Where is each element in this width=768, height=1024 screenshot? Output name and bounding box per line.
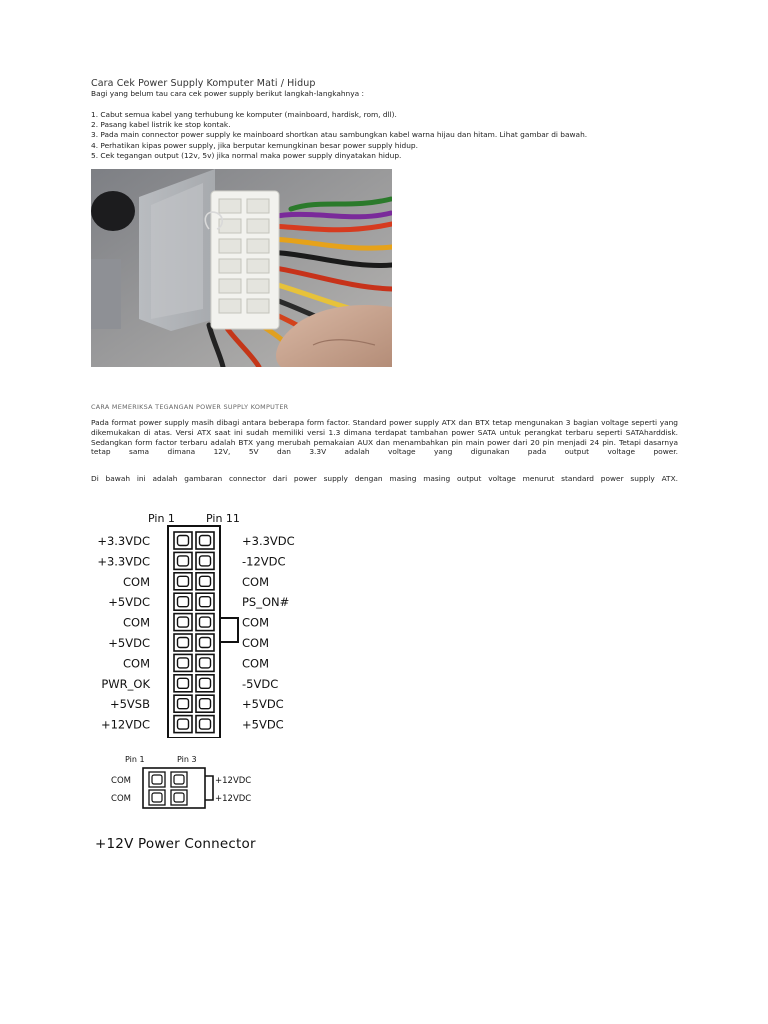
connector-pin: [196, 695, 214, 712]
right-pin-label: -12VDC: [242, 554, 286, 569]
right-pin-label: +5VDC: [242, 717, 284, 732]
right-pin-label: +5VDC: [242, 697, 284, 712]
power-supply-photo: [91, 169, 392, 367]
right-pin-label: +3.3VDC: [242, 534, 295, 548]
right-pin-label: COM: [242, 656, 270, 671]
left-pin-label: +12VDC: [100, 717, 150, 732]
right-pin-label: COM: [242, 574, 270, 589]
left-pin-label: COM: [122, 574, 150, 589]
connector-pin: [196, 552, 214, 569]
paragraph-1: Pada format power supply masih dibagi antara beberapa form factor. Standard power supply ATX dan BTX tetap mengunakan 3 bagian voltage seperti yang dikemukakan di atas. Versi ATX saat ini sudah memiliki versi 1.3 dimana terdapat tambahan power SATA untuk perangkat terbaru seperti SATAharddisk. Sedangkan form factor terbaru adalah BTX yang merubah pemakaian AUX dan menambahkan pin main power dari 20 pin menjadi 24 pin. Tetapi dasarnya tetap sama dimana 12V, 5V dan 3.3V adalah voltage yang digunakan pada output voltage power.: [91, 418, 678, 457]
atx-12v-connector-diagram: [95, 750, 295, 810]
connector-pin: [196, 675, 214, 692]
aux-connector-pin: [171, 790, 187, 805]
aux-right-pin-label: +12VDC: [215, 794, 252, 804]
pin11-label: Pin 11: [206, 512, 240, 525]
left-pin-label: +3.3VDC: [97, 534, 150, 548]
aux-pin3-label: Pin 3: [177, 755, 197, 764]
aux-left-pin-label: COM: [111, 776, 131, 786]
section-heading: CARA MEMERIKSA TEGANGAN POWER SUPPLY KOMPUTER: [91, 403, 289, 411]
left-pin-label: +5VSB: [109, 697, 150, 712]
aux-pin1-label: Pin 1: [125, 755, 145, 764]
step-item: 5. Cek tegangan output (12v, 5v) jika normal maka power supply dinyatakan hidup.: [91, 150, 402, 160]
left-pin-label: +5VDC: [108, 636, 150, 650]
atx-main-connector-diagram: [90, 510, 310, 738]
connector-pin: [196, 716, 214, 733]
connector-pin: [196, 634, 214, 651]
intro-text: Bagi yang belum tau cara cek power supply berikut langkah-langkahnya :: [91, 89, 364, 98]
right-pin-label: COM: [242, 615, 270, 630]
connector-pin: [174, 532, 192, 549]
connector-pin: [174, 614, 192, 631]
steps-list: [91, 110, 587, 161]
connector-pin: [196, 654, 214, 671]
connector-pin: [196, 532, 214, 549]
right-pin-label: COM: [242, 636, 270, 650]
aux-left-pin-label: COM: [111, 794, 131, 804]
connector-pin: [174, 654, 192, 671]
paragraph-2: Di bawah ini adalah gambaran connector dari power supply dengan masing masing output voltage menurut standard power supply ATX.: [91, 474, 678, 483]
connector-pin: [174, 716, 192, 733]
aux-connector-pin: [171, 772, 187, 787]
left-pin-label: PWR_OK: [101, 676, 150, 691]
step-item: 3. Pada main connector power supply ke mainboard shortkan atau sambungkan kabel warna hijau dan hitam. Lihat gambar di bawah.: [91, 130, 588, 140]
connector-pin: [174, 552, 192, 569]
connector-pin: [196, 593, 214, 610]
pin1-label: Pin 1: [148, 512, 175, 525]
right-pin-label: -5VDC: [242, 676, 279, 691]
left-pin-label: +3.3VDC: [97, 554, 150, 569]
connector-pin: [174, 634, 192, 651]
step-item: 1. Cabut semua kabel yang terhubung ke komputer (mainboard, hardisk, rom, dll).: [91, 110, 397, 119]
connector-pin: [174, 695, 192, 712]
page-title: Cara Cek Power Supply Komputer Mati / Hidup: [91, 78, 316, 89]
connector-pin: [196, 614, 214, 631]
connector-caption: +12V Power Connector: [95, 836, 256, 852]
aux-right-pin-label: +12VDC: [215, 776, 252, 786]
left-pin-label: +5VDC: [108, 595, 150, 610]
connector-pin: [174, 593, 192, 610]
power-supply-photo-graphic: [91, 169, 392, 367]
connector-pin: [174, 675, 192, 692]
left-pin-label: COM: [122, 656, 150, 671]
left-pin-label: COM: [122, 615, 150, 630]
connector-pin: [196, 573, 214, 590]
step-item: 4. Perhatikan kipas power supply, jika berputar kemungkinan besar power supply hidup.: [91, 140, 418, 150]
right-pin-label: PS_ON#: [242, 595, 290, 610]
aux-connector-pin: [149, 772, 165, 787]
step-item: 2. Pasang kabel listrik ke stop kontak.: [91, 120, 231, 130]
connector-pin: [174, 573, 192, 590]
aux-connector-pin: [149, 790, 165, 805]
